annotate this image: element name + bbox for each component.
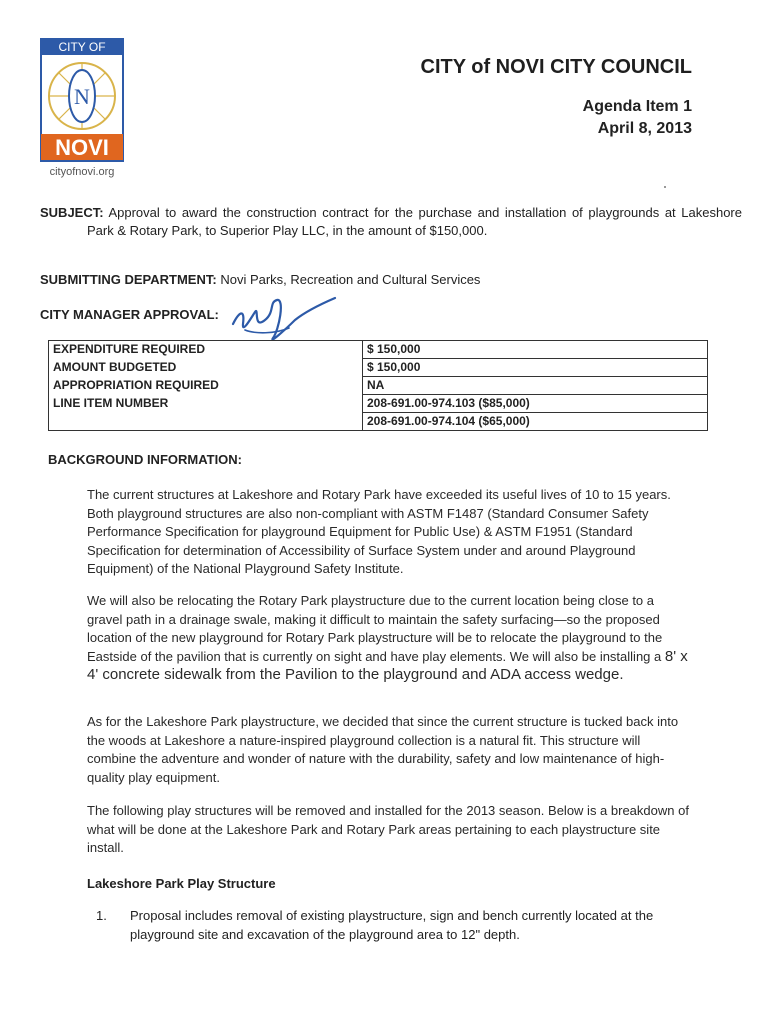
logo-monogram: N — [74, 84, 90, 109]
department-value: Novi Parks, Recreation and Cultural Services — [220, 272, 481, 287]
city-of-novi-seal-logo — [40, 38, 124, 162]
logo-url: cityofnovi.org — [49, 166, 115, 178]
department-label: SUBMITTING DEPARTMENT: — [40, 272, 217, 287]
background-paragraph-1: The current structures at Lakeshore and Rotary Park have exceeded its useful lives of 10 to 15 years. Both playground structures are also non-compliant with ASTM F1487 (Standard Consumer Safety Performance Specification for playground Equipment for Public Use) & ASTM F1951 (Standard Specification for determination of Accessibility of Surface System under and around Playground Equipment) of the National Playground Safety Institute. — [87, 487, 671, 576]
budget-value: 208-691.00-974.104 ($65,000) — [363, 413, 708, 431]
page-title: CITY of NOVI CITY COUNCIL — [420, 56, 692, 78]
table-row — [49, 377, 708, 395]
agenda-date: April 8, 2013 — [597, 120, 692, 137]
scan-speck — [664, 186, 666, 188]
list-item-text: Proposal includes removal of existing playstructure, sign and bench currently located at the playground site and excavation of the playground area to 12" depth. — [130, 908, 654, 942]
list-item — [96, 907, 656, 944]
budget-value: 208-691.00-974.103 ($85,000) — [363, 395, 708, 413]
agenda-item: Agenda Item 1 — [582, 98, 692, 115]
logo-bottom-text: NOVI — [55, 135, 109, 160]
background-paragraph-4: The following play structures will be removed and installed for the 2013 season. Below is a breakdown of what will be done at the Lakeshore Park and Rotary Park areas pertaining to each playstructure site install. — [87, 803, 689, 855]
paragraph-2-text: We will also be relocating the Rotary Park playstructure due to the current location being close to a gravel path in a drainage swale, making it difficult to maintain the safety surfacing—so the proposed location of the new playground for Rotary Park playstructure will be to relocate the playground to the Eastside of the pavilion that is currently on sight and have play elements. We will also be installing a — [87, 593, 663, 664]
paragraph-2-sidewalk-text: 8' x 4' concrete sidewalk from the Pavilion to the playground and ADA access wedge. — [87, 647, 688, 683]
budget-label: LINE ITEM NUMBER — [49, 395, 363, 413]
background-paragraph-3: As for the Lakeshore Park playstructure, we decided that since the current structure is tucked back into the woods at Lakeshore a nature-inspired playground collection is a natural fit. This structure will combine the adventure and wonder of nature with the durability, safety and low maintenance of high-quality play equipment. — [87, 714, 679, 785]
budget-table — [48, 340, 708, 431]
budget-value: $ 150,000 — [363, 359, 708, 377]
background-paragraph-2 — [87, 592, 692, 685]
table-row — [49, 341, 708, 359]
agenda-block — [583, 96, 692, 140]
budget-value: NA — [363, 377, 708, 395]
submitting-department — [40, 272, 480, 287]
budget-label: EXPENDITURE REQUIRED — [49, 341, 363, 359]
subject-label: SUBJECT: — [40, 205, 104, 220]
list-item-number: 1. — [96, 908, 107, 923]
manager-label: CITY MANAGER APPROVAL: — [40, 307, 219, 322]
table-row — [49, 359, 708, 377]
subject-text: Approval to award the construction contract for the purchase and installation of playgrounds at Lakeshore Park & Rotary Park, to Superior Play LLC, in the amount of $150,000. — [87, 205, 742, 238]
logo-top-text: CITY OF — [58, 40, 106, 54]
budget-label — [49, 413, 363, 431]
subject-block — [40, 204, 742, 240]
budget-label: AMOUNT BUDGETED — [49, 359, 363, 377]
budget-label: APPROPRIATION REQUIRED — [49, 377, 363, 395]
background-heading: BACKGROUND INFORMATION: — [48, 452, 243, 467]
city-manager-approval — [40, 307, 219, 322]
budget-value: $ 150,000 — [363, 341, 708, 359]
table-row — [49, 413, 708, 431]
table-row — [49, 395, 708, 413]
lakeshore-heading: Lakeshore Park Play Structure — [87, 876, 276, 891]
